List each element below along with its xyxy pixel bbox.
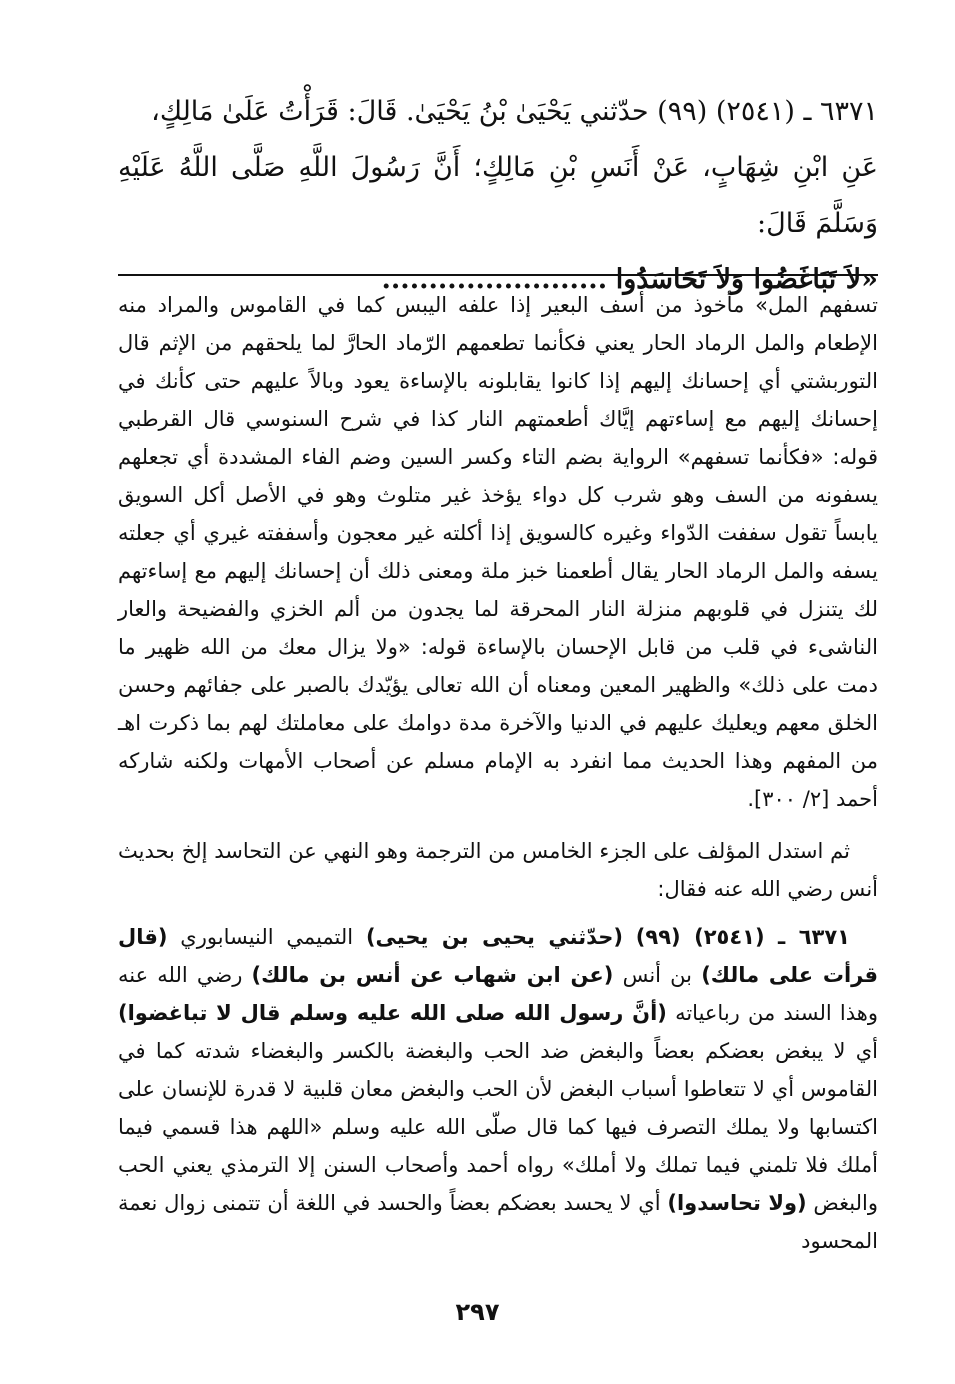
reading-bold: (قال قرأت على مالك)	[118, 925, 878, 987]
hatred-explanation: أي لا يبغض بعضكم بعضاً والبغض ضد الحب والبغضة بالكسر والبغضاء شدته كما في القاموس أي لا تتعاطوا أسباب البغض لأن الحب والبغض معان قلبية لا قدرة للإنسان على اكتسابها ولا يملك التصرف فيها كما قال صلّى الله عليه وسلم «اللهم هذا قسمي فيما أملك فلا تلمني فيما تملك ولا أملك» رواه أحمد وأصحاب السنن إلا الترمذي يعني الحب والبغض	[118, 1039, 878, 1215]
chain-desc: رضي الله عنه وهذا السند من رباعياته	[118, 963, 878, 1025]
commentary-paragraph	[118, 918, 878, 1260]
page-number: ٢٩٧	[455, 1298, 500, 1326]
envy-explanation: أي لا يحسد بعضكم بعضاً والحسد في اللغة أن تتمنى زوال نعمة المحسود	[118, 1191, 878, 1253]
narrator-desc: التميمي النيسابوري	[180, 925, 354, 949]
malik-desc: بن أنس	[622, 963, 693, 987]
prophet-saying-bold: (أنَّ رسول الله صلى الله عليه وسلم قال لا تباغضوا)	[118, 1001, 667, 1025]
footnote-paragraph: تسفهم المل» مأخوذ من أسف البعير إذا علفه اليبس كما في القاموس والمراد منه الإطعام والمل الرماد الحار يعني فكأنما تطعمهم الرّماد الحارَّ لما يلحقهم من الإثم قال التوربشتي أي إحسانك إليهم إذا كانوا يقابلونه بالإساءة يعود وبالاً عليهم حتى كأنك في إحسانك إليهم مع إساءتهم إيَّاك أطعمتهم النار كذا في شرح السنوسي قال القرطبي قوله: «فكأنما تسفهم» الرواية بضم التاء وكسر السين وضم الفاء المشددة أي تجعلهم يسفونه من السف وهو شرب كل دواء يؤخذ غير متلوث وهو في الأصل أكل السويق يابساً تقول سففت الدّواء وغيره كالسويق إذا أكلته غير معجون وأسففته غيري أي جعلته يسفه والمل الرماد الحار يقال أطعمنا خبز ملة ومعنى ذلك أن إحسانك إليهم مع إساءتهم لك يتنزل في قلوبهم منزلة النار المحرقة لما يجدون من ألم الخزي والفضيحة والعار الناشىء في قلب من قابل الإحسان بالإساءة قوله: «ولا يزال معك من الله ظهير ما دمت على ذلك» والظهير المعين ومعناه أن الله تعالى يؤيّدك بالصبر على جفائهم وحسن الخلق معهم ويعليك عليهم في الدنيا والآخرة مدة دوامك على معاملتك لهم بما ذكرت اهـ من المفهم وهذا الحديث مما انفرد به الإمام مسلم عن أصحاب الأمهات ولكنه شاركه أحمد [٢/ ٣٠٠].	[118, 293, 878, 811]
narrator-bold: (حدّثني يحيى بن يحيى)	[365, 925, 623, 949]
hadith-quote: «لاَ تَبَاغَضُوا وَلاَ تَحَاسَدُوا	[615, 264, 878, 295]
chain-bold: (عن ابن شهاب عن أنس بن مالك)	[251, 963, 614, 987]
hadith-line-2: عَنِ ابْنِ شِهَابٍ، عَنْ أَنَسِ بْنِ مَالِكٍ؛ أَنَّ رَسُولَ اللَّهِ صَلَّى اللَّهُ عَلَيْهِ وَسَلَّمَ قَالَ:	[118, 152, 878, 239]
envy-bold: (ولا تحاسدوا)	[667, 1191, 807, 1215]
commentary-intro: ثم استدل المؤلف على الجزء الخامس من الترجمة وهو النهي عن التحاسد إلخ بحديث أنس رضي الله عنه فقال:	[118, 839, 878, 901]
hadith-line-1: ٦٣٧١ ـ (٢٥٤١) (٩٩) حدّثني يَحْيَىٰ بْنُ يَحْيَىٰ. قَالَ: قَرَأْتُ عَلَىٰ مَالِكٍ،	[151, 96, 878, 127]
hadith-text	[118, 84, 878, 295]
hadith-number: ٦٣٧١ ـ (٢٥٤١) (٩٩)	[635, 925, 850, 949]
document-page	[118, 84, 878, 1364]
continuation-dots: ........................	[381, 264, 608, 295]
